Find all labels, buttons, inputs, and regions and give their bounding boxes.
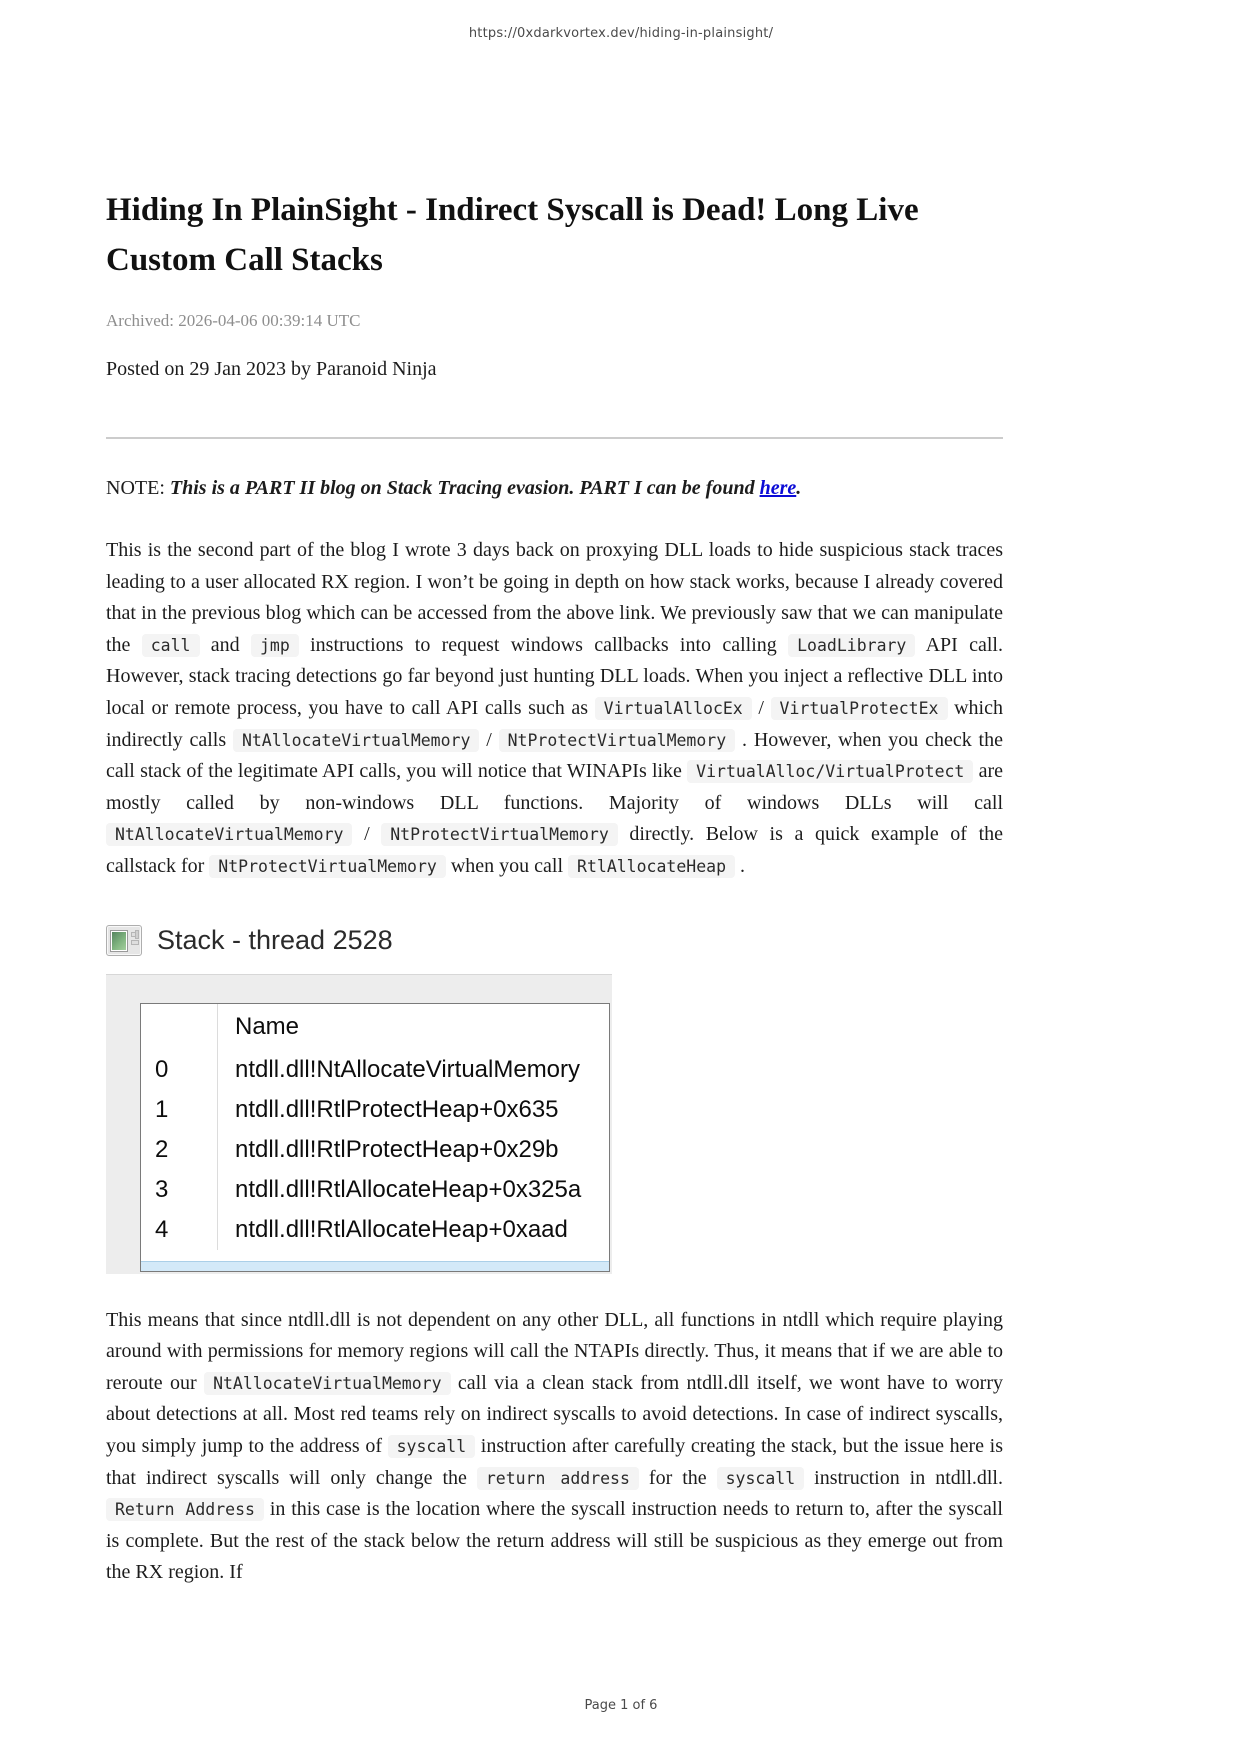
inline-code: NtAllocateVirtualMemory [204, 1372, 450, 1395]
inline-code: syscall [388, 1435, 476, 1458]
inline-code: NtProtectVirtualMemory [209, 855, 446, 878]
stack-window-title: Stack - thread 2528 [157, 924, 393, 955]
divider [106, 437, 1003, 439]
inline-code: NtProtectVirtualMemory [381, 823, 618, 846]
stack-frame-row [141, 1170, 609, 1210]
stack-frame-row [141, 1130, 609, 1170]
note-paragraph [106, 472, 1003, 504]
selected-row-strip [141, 1261, 609, 1271]
paragraph-text: This is the second part of the blog I wrote 3 days back on proxying DLL loads to hide suspicious stack traces leading to a user allocated RX region. I won’t be going in depth on how stack works, because I already covered that in the previous blog which can be accessed from the above link. We previously saw that we can manipulate the [106, 539, 1003, 656]
paragraph-text: which indirectly calls [106, 696, 1003, 751]
inline-code: Return Address [106, 1498, 264, 1521]
part1-here-link[interactable]: here [759, 477, 797, 499]
paragraph-text: instruction after carefully creating the stack, but the issue here is that indirect syscalls will only change the [106, 1434, 1003, 1489]
stack-window-icon [106, 925, 142, 956]
stack-table-header [141, 1004, 609, 1050]
note-emphasis: This is a PART II blog on Stack Tracing evasion. PART I can be found [169, 477, 760, 499]
paragraph-text: instructions to request windows callbacks into calling [298, 633, 789, 656]
paragraph-text: are mostly called by non-windows DLL functions. Majority of windows DLLs will call [106, 760, 1004, 814]
inline-code: NtAllocateVirtualMemory [106, 823, 352, 846]
page-title: Hiding In PlainSight - Indirect Syscall is Dead! Long Live Custom Call Stacks [106, 192, 919, 278]
frame-name: ntdll.dll!RtlProtectHeap+0x635 [217, 1090, 609, 1130]
stack-frame-row [141, 1050, 609, 1090]
paragraph-text: / [352, 823, 382, 846]
inline-code: VirtualProtectEx [771, 697, 948, 720]
stack-frame-row [141, 1210, 609, 1250]
paragraph-text: / [479, 728, 499, 751]
paragraph-text: directly. Below is a quick example of the callstack for [106, 823, 1003, 877]
frame-index: 0 [155, 1055, 169, 1083]
article-content [106, 0, 1003, 1589]
inline-code: syscall [717, 1467, 805, 1490]
paragraph-text: / [751, 696, 771, 719]
paragraph-text: when you call [445, 854, 569, 877]
paragraph-text: for the [638, 1466, 717, 1489]
paragraph-text: and [199, 633, 251, 656]
frame-name: ntdll.dll!RtlAllocateHeap+0xaad [217, 1210, 609, 1250]
note-suffix: . [796, 477, 802, 499]
frame-index: 2 [155, 1135, 169, 1163]
inline-code: VirtualAllocEx [595, 697, 752, 720]
inline-code: LoadLibrary [788, 634, 915, 657]
body-paragraph-1 [106, 535, 1003, 883]
frame-name: ntdll.dll!RtlProtectHeap+0x29b [217, 1130, 609, 1170]
name-column-header: Name [217, 1004, 609, 1050]
stack-frame-row [141, 1090, 609, 1130]
inline-code: jmp [251, 634, 299, 657]
stack-frames-table [140, 1003, 610, 1272]
frame-index: 3 [155, 1175, 169, 1203]
stack-table-body [141, 1050, 609, 1250]
inline-code: NtAllocateVirtualMemory [233, 729, 479, 752]
page-number: Page 1 of 6 [584, 1698, 658, 1713]
paragraph-text: This means that since ntdll.dll is not dependent on any other DLL, all functions in ntdll which require playing around with permissions for memory regions will call the NTAPIs directly. Thus, it means that if we are able to reroute our [106, 1308, 1003, 1394]
frame-index: 1 [155, 1095, 169, 1123]
frame-index: 4 [155, 1215, 169, 1243]
frame-name: ntdll.dll!RtlAllocateHeap+0x325a [217, 1170, 609, 1210]
stack-screenshot-image [106, 925, 1003, 1274]
inline-code: RtlAllocateHeap [568, 855, 735, 878]
inline-code: return address [477, 1467, 639, 1490]
frame-name: ntdll.dll!NtAllocateVirtualMemory [217, 1050, 609, 1090]
paragraph-text: . However, when you check the call stack of the legitimate API calls, you will notice that WINAPIs like [106, 728, 1003, 783]
body-paragraph-2 [106, 1305, 1003, 1589]
paragraph-text: API call. However, stack tracing detections go far beyond just hunting DLL loads. When you inject a reflective DLL into local or remote process, you have to call API calls such as [106, 633, 1003, 719]
paragraph-text: in this case is the location where the syscall instruction needs to return to, after the syscall is complete. But the rest of the stack below the return address will still be suspicious as they emerge out from the RX region. If [106, 1498, 1003, 1584]
archived-timestamp: Archived: 2026-04-06 00:39:14 UTC [106, 311, 361, 330]
paragraph-text: instruction in ntdll.dll. [804, 1466, 1003, 1489]
inline-code: NtProtectVirtualMemory [499, 729, 736, 752]
inline-code: VirtualAlloc/VirtualProtect [687, 760, 973, 783]
note-prefix: NOTE: [106, 477, 170, 499]
paragraph-text: . [735, 854, 746, 877]
inline-code: call [142, 634, 200, 657]
archived-page-url: https://0xdarkvortex.dev/hiding-in-plainsight/ [468, 26, 774, 41]
post-byline: Posted on 29 Jan 2023 by Paranoid Ninja [106, 358, 437, 380]
stack-window-titlebar [106, 925, 1003, 956]
paragraph-text: call via a clean stack from ntdll.dll itself, we wont have to worry about detections at all. Most red teams rely on indirect syscalls to avoid detections. In case of indirect syscalls, you simply jump to the address of [106, 1371, 1003, 1457]
stack-dialog-panel [106, 974, 612, 1274]
